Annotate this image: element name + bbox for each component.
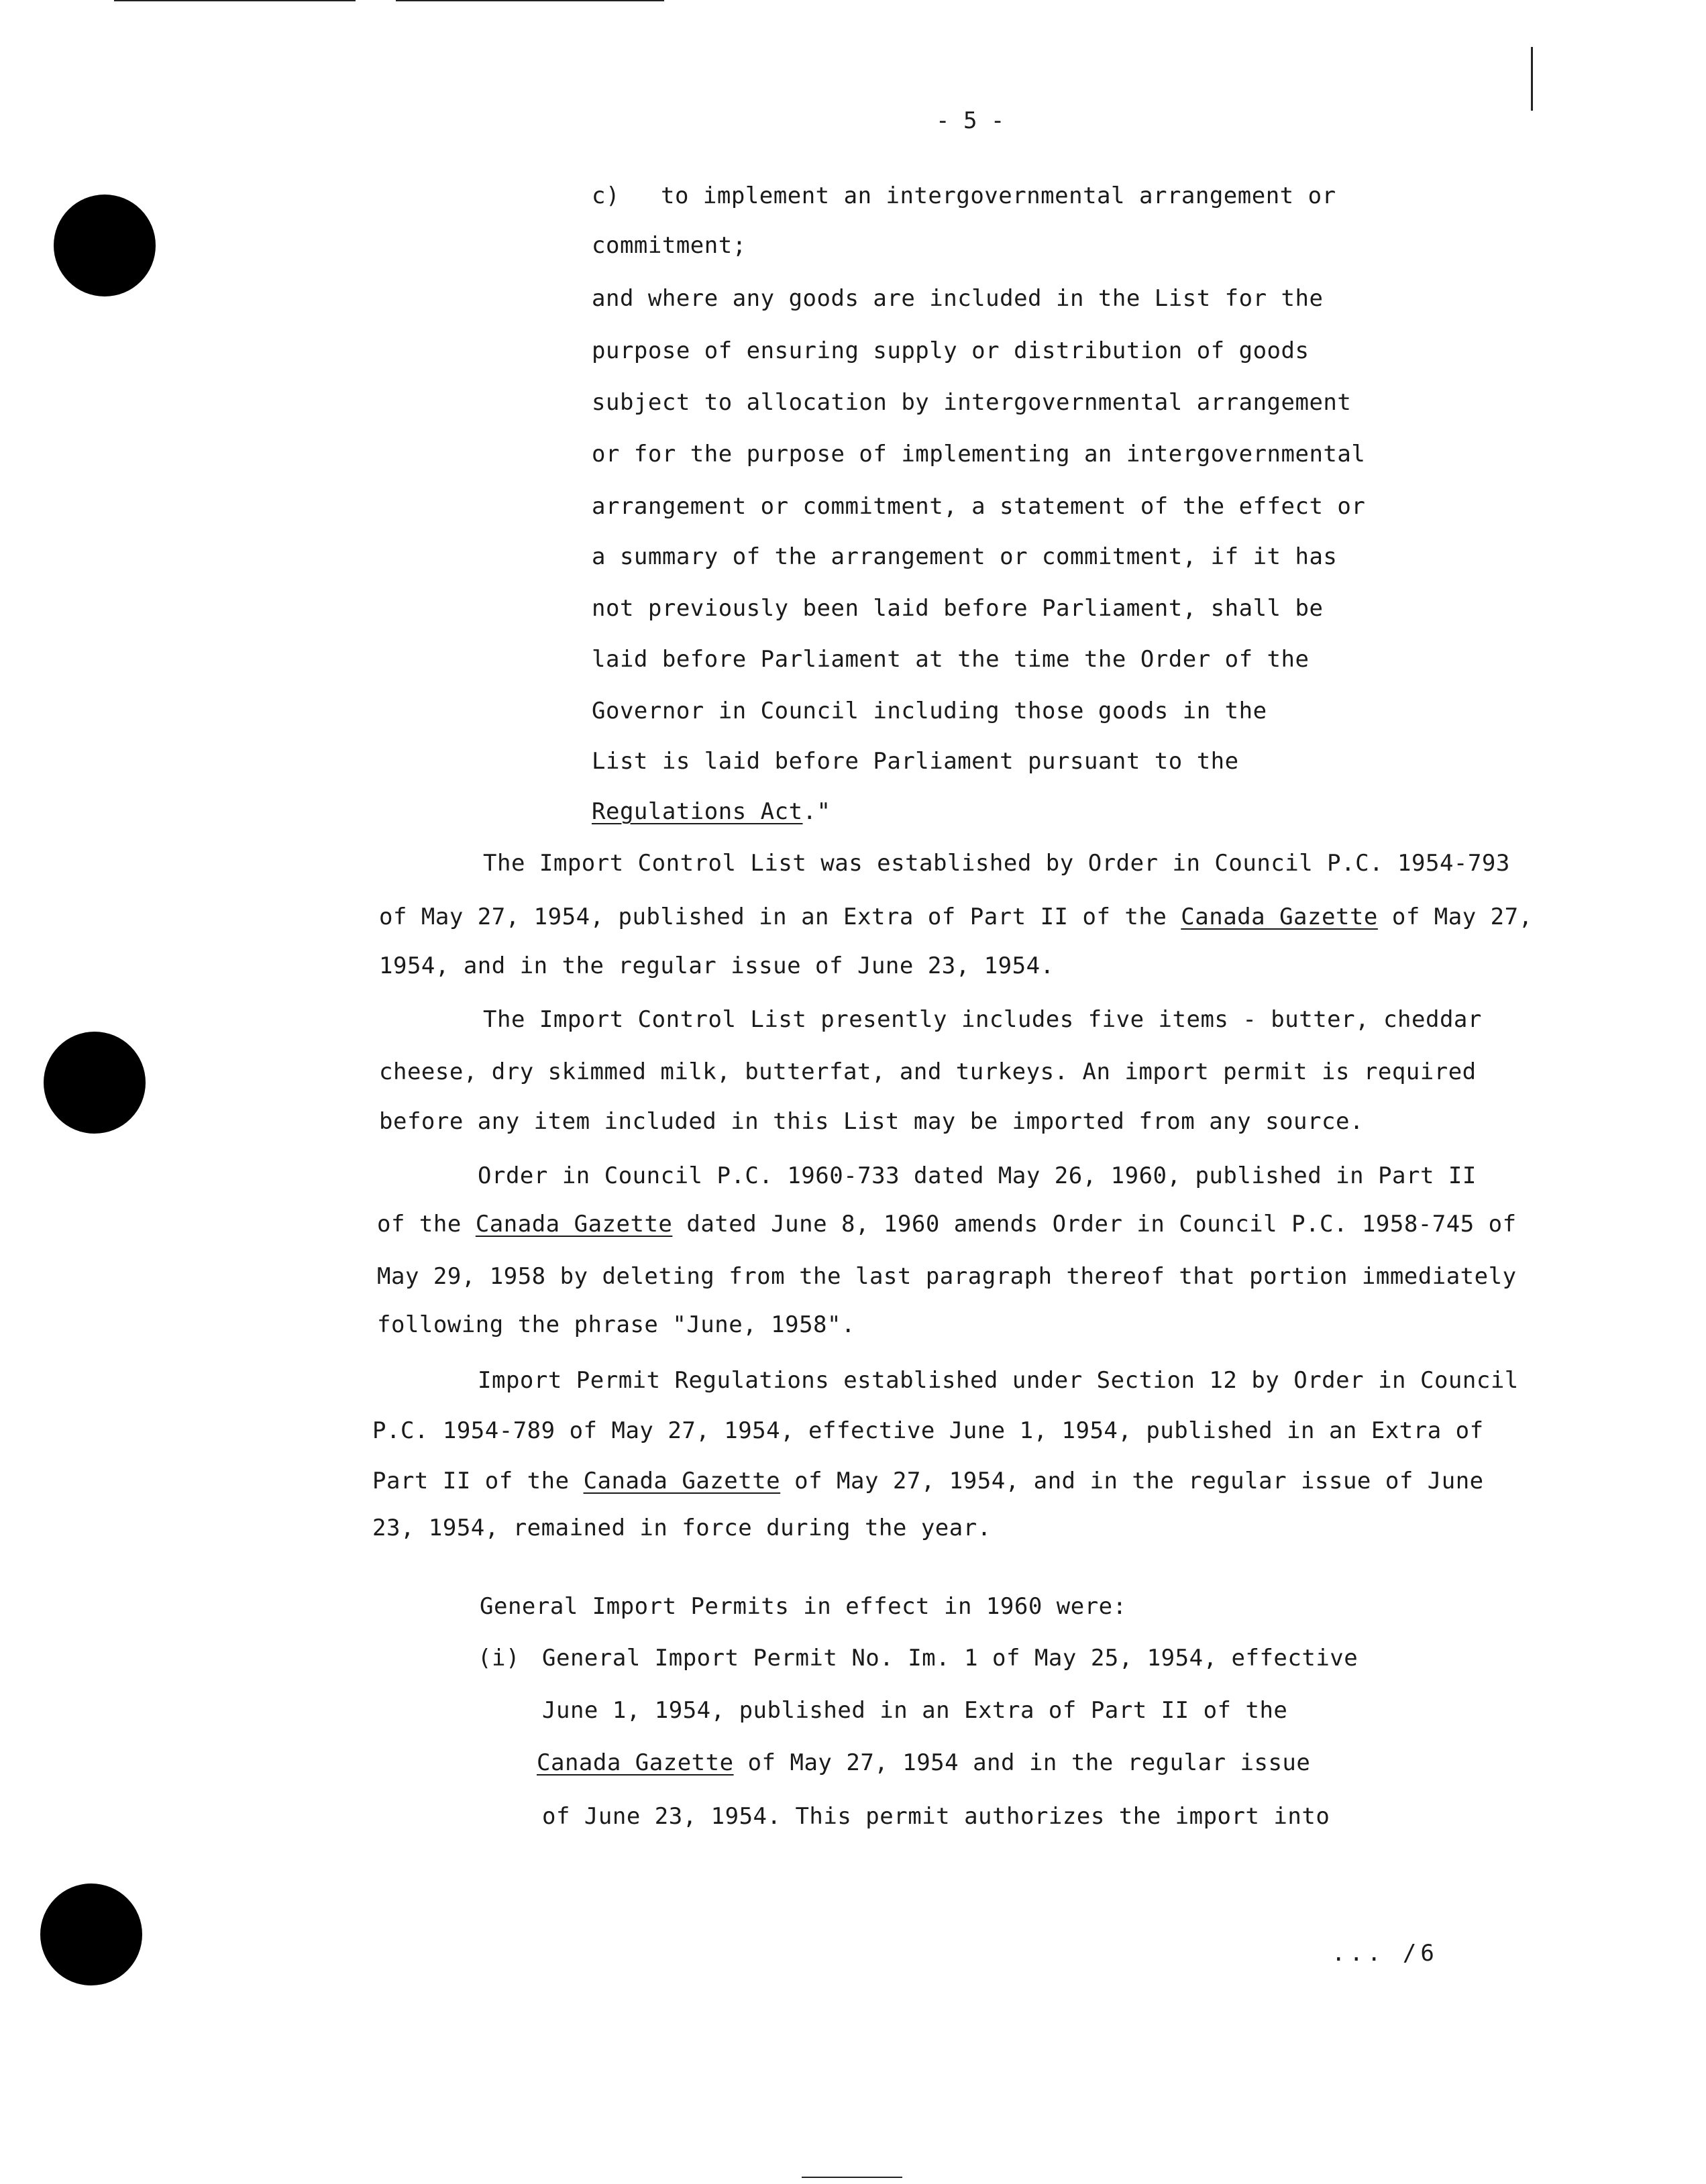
para4-line: 23, 1954, remained in force during the year. [372,1515,992,1541]
canada-gazette-title: Canada Gazette [583,1468,781,1494]
continuation-marker: ... /6 [1332,1940,1438,1967]
para3-line: May 29, 1958 by deleting from the last paragraph thereof that portion immediately [377,1263,1517,1290]
block-line: arrangement or commitment, a statement of the effect or [592,493,1366,520]
regulations-act-title: Regulations Act [592,798,803,825]
para2-line: cheese, dry skimmed milk, butterfat, and turkeys. An import permit is required [379,1058,1477,1085]
block-line: List is laid before Parliament pursuant to the [592,748,1239,775]
top-edge-rule [114,0,356,1]
canada-gazette-title: Canada Gazette [1181,904,1378,930]
para1-line: 1954, and in the regular issue of June 23, 1954. [379,952,1055,979]
para4-line: Import Permit Regulations established under Section 12 by Order in Council [478,1367,1519,1394]
permit-i-line: Canada Gazette of May 27, 1954 and in the regular issue [537,1749,1311,1776]
para3-line: following the phrase "June, 1958". [377,1311,855,1338]
clause-c-line: commitment; [592,232,747,259]
para1-line: The Import Control List was established by Order in Council P.C. 1954-793 [483,850,1510,877]
punch-hole-bottom [40,1883,142,1985]
para4-line: Part II of the Canada Gazette of May 27, 1954, and in the regular issue of June [372,1468,1484,1494]
block-line: purpose of ensuring supply or distribution of goods [592,337,1310,364]
block-line: a summary of the arrangement or commitment, if it has [592,543,1338,570]
permit-i-line: of June 23, 1954. This permit authorizes the import into [542,1803,1330,1830]
para4-line: P.C. 1954-789 of May 27, 1954, effective June 1, 1954, published in an Extra of [372,1417,1484,1444]
block-line: and where any goods are included in the List for the [592,285,1324,312]
margin-mark [1531,47,1533,111]
para3-line: Order in Council P.C. 1960-733 dated May 26, 1960, published in Part II [478,1162,1477,1189]
permit-i-line: General Import Permit No. Im. 1 of May 25, 1954, effective [542,1645,1358,1672]
para2-line: The Import Control List presently includes five items - butter, cheddar [483,1006,1482,1033]
block-line: not previously been laid before Parliament, shall be [592,595,1324,622]
para2-line: before any item included in this List may be imported from any source. [379,1108,1364,1135]
para1-line: of May 27, 1954, published in an Extra of Part II of the Canada Gazette of May 27, [379,904,1533,930]
permits-intro: General Import Permits in effect in 1960 were: [480,1593,1127,1620]
block-line-end: Regulations Act." [592,798,831,825]
block-line: subject to allocation by intergovernmental arrangement [592,389,1352,416]
page-number: - 5 - [936,107,1005,134]
block-line: Governor in Council including those goods in the [592,698,1267,724]
bottom-edge-rule [802,2177,902,2178]
top-edge-rule [396,0,664,1]
punch-hole-top [54,195,156,296]
para3-line: of the Canada Gazette dated June 8, 1960 amends Order in Council P.C. 1958-745 of [377,1211,1517,1238]
clause-c-line: to implement an intergovernmental arrangement or [661,182,1336,209]
punch-hole-middle [44,1032,146,1134]
clause-c-label: c) [592,182,620,209]
canada-gazette-title: Canada Gazette [475,1211,673,1238]
permit-i-label: (i) [478,1645,520,1672]
canada-gazette-title: Canada Gazette [537,1749,734,1776]
block-line: laid before Parliament at the time the Order of the [592,646,1310,673]
permit-i-line: June 1, 1954, published in an Extra of Part II of the [542,1697,1288,1724]
block-line: or for the purpose of implementing an intergovernmental [592,441,1366,468]
